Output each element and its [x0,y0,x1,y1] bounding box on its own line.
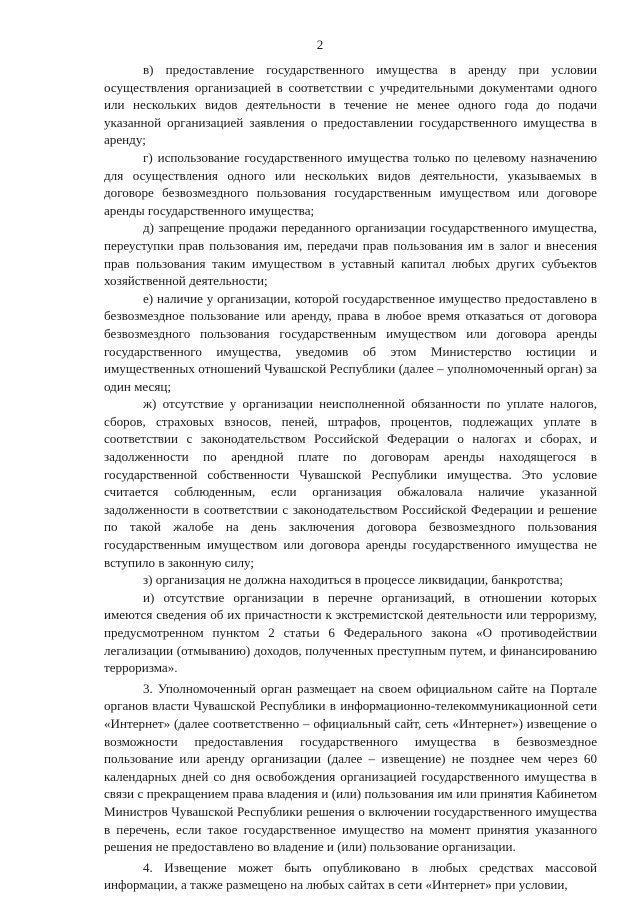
paragraph-4: 4. Извещение может быть опубликовано в любых средствах массовой информации, а также размещено на любых сайтах в сети «Интернет» при условии, [104,859,597,893]
paragraph-d: д) запрещение продажи переданного организации государственного имущества, переуступки прав пользования им, передачи прав пользования им в залог и внесения прав пользования таким имуществом в уставный капитал любых других субъектов хозяйственной деятельности; [104,220,597,289]
paragraph-z: з) организация не должна находиться в процессе ликвидации, банкротства; [143,572,564,588]
paragraph-i: и) отсутствие организации в перечне организаций, в отношении которых имеются сведения об их причастности к экстремистской деятельности или терроризму, предусмотренном пунктом 2 статьи 6 Федерального закона «О противодействии легализации (отмыванию) доходов, полученных преступным путем, и финансированию терроризма». [104,589,597,676]
paragraph-g: г) использование государственного имущества только по целевому назначению для осуществления одного или нескольких видов деятельности, указываемых в договоре безвозмездного пользования государственным имуществом или договоре аренды государственного имущества; [104,149,597,218]
document-body [104,61,597,894]
paragraph-e: е) наличие у организации, которой государственное имущество предоставлено в безвозмездное пользование или аренду, права в любое время отказаться от договора безвозмездного пользования государственным имуществом или договора аренды государственного имущества, уведомив об этом Министерство юстиции и имущественных отношений Чувашской Республики (далее – уполномоченный орган) за один месяц; [104,290,597,394]
paragraph-v: в) предоставление государственного имущества в аренду при условии осуществления организацией в соответствии с учредительными документами одного или нескольких видов деятельности в течение не менее одного года до подачи указанной организацией заявления о предоставлении государственного имущества в аренду; [104,62,597,148]
paragraph-zh: ж) отсутствие у организации неисполненной обязанности по уплате налогов, сборов, страховых взносов, пеней, штрафов, процентов, подлежащих уплате в соответствии с законодательством Российской Федерации о налогах и сборах, и задолженности по арендной плате по договорам аренды находящегося в государственной собственности Чувашской Республики имущества. Это условие считается соблюденным, если организация обжаловала наличие указанной задолженности в соответствии с законодательством Российской Федерации и решение по такой жалобе на день заключения договора безвозмездного пользования государственным имуществом или договора аренды государственного имущества не вступило в законную силу; [104,396,597,570]
page-number: 2 [316,37,324,52]
paragraph-3: 3. Уполномоченный орган размещает на своем официальном сайте на Портале органов власти Чувашской Республики в информационно-телекоммуникационной сети «Интернет» (далее соответственно – официальный сайт, сеть «Интернет») извещение о возможности предоставления государственного имущества в безвозмездное пользование или аренду организации (далее – извещение) не позднее чем через 60 календарных дней со дня освобождения организацией государственного имущества в связи с прекращением права владения и (или) пользования им или принятия Кабинетом Министров Чувашской Республики решения о включении государственного имущества в перечень, если такое государственное имущество на момент принятия указанного решения не предоставлено во владение и (или) пользование организации. [104,680,597,855]
